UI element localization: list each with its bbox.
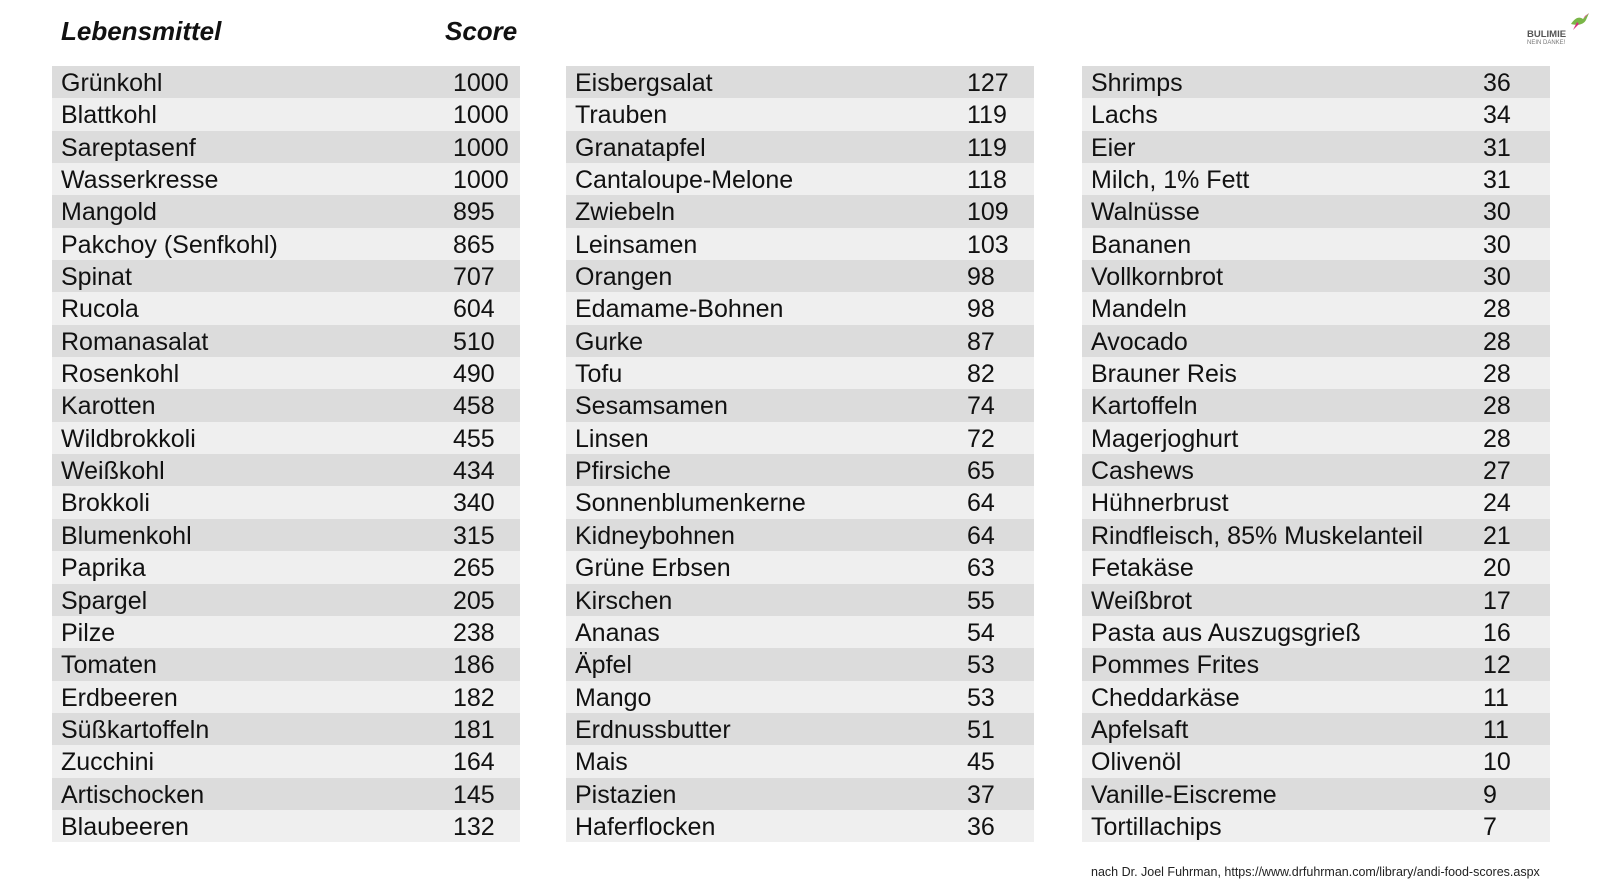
table-row (1082, 681, 1550, 713)
table-row (566, 454, 1034, 486)
food-name: Pasta aus Auszugsgrieß (1091, 618, 1361, 647)
food-name: Sesamsamen (575, 392, 728, 421)
food-name: Romanasalat (61, 327, 209, 356)
table-row (1082, 584, 1550, 616)
logo-tagline: NEIN DANKE! (1527, 40, 1566, 46)
food-score: 53 (967, 651, 995, 680)
food-score: 127 (967, 69, 1009, 97)
food-name: Erdbeeren (61, 683, 178, 712)
source-citation: nach Dr. Joel Fuhrman, https://www.drfuhrman.com/library/andi-food-scores.aspx (1091, 865, 1540, 879)
table-row (1082, 292, 1550, 324)
food-score: 21 (1483, 521, 1511, 550)
table-row (1082, 519, 1550, 551)
table-row (1082, 616, 1550, 648)
food-name: Spargel (61, 586, 148, 615)
food-name: Sonnenblumenkerne (575, 489, 806, 518)
food-name: Mango (575, 683, 652, 712)
food-score: 98 (967, 263, 995, 292)
food-score: 28 (1483, 327, 1511, 356)
food-name: Eisbergsalat (575, 69, 713, 97)
table-row (1082, 422, 1550, 454)
food-name: Mais (575, 748, 628, 777)
table-row (52, 389, 520, 421)
table-row (52, 616, 520, 648)
table-row (52, 778, 520, 810)
food-score: 510 (453, 327, 495, 356)
food-name: Olivenöl (1091, 748, 1182, 777)
table-row (566, 195, 1034, 227)
food-name: Lachs (1091, 101, 1158, 130)
table-row (566, 584, 1034, 616)
food-score: 11 (1483, 715, 1509, 744)
food-name: Cantaloupe-Melone (575, 166, 794, 195)
table-row (52, 163, 520, 195)
table-row (1082, 325, 1550, 357)
food-name: Sareptasenf (61, 133, 196, 162)
table-row (566, 810, 1034, 842)
food-name: Leinsamen (575, 230, 698, 259)
table-row (566, 228, 1034, 260)
food-name: Kidneybohnen (575, 521, 735, 550)
table-row (1082, 778, 1550, 810)
food-score: 315 (453, 521, 495, 550)
food-name: Bananen (1091, 230, 1192, 259)
food-score: 63 (967, 554, 995, 583)
food-score: 132 (453, 812, 495, 841)
food-name: Zucchini (61, 748, 155, 777)
food-score: 895 (453, 198, 495, 227)
table-row (52, 810, 520, 842)
food-score: 12 (1483, 651, 1511, 680)
table-row (566, 357, 1034, 389)
table-row (52, 66, 520, 98)
food-score: 31 (1483, 133, 1511, 162)
table-row (566, 131, 1034, 163)
food-name: Tofu (575, 360, 623, 389)
food-score: 72 (967, 424, 995, 453)
food-score: 186 (453, 651, 495, 680)
food-score: 109 (967, 198, 1009, 227)
food-score: 238 (453, 618, 495, 647)
food-score: 455 (453, 424, 495, 453)
food-name: Rucola (61, 295, 139, 324)
table-row (52, 357, 520, 389)
table-row (566, 681, 1034, 713)
food-score: 82 (967, 360, 995, 389)
table-row (52, 681, 520, 713)
table-row (1082, 66, 1550, 98)
food-table-column-2 (566, 66, 1034, 842)
food-name: Linsen (575, 424, 649, 453)
food-score: 30 (1483, 263, 1511, 292)
food-score: 55 (967, 586, 995, 615)
food-name: Magerjoghurt (1091, 424, 1239, 453)
food-score: 9 (1483, 780, 1497, 809)
score-column-header: Score (445, 16, 518, 46)
food-name: Spinat (61, 263, 132, 292)
food-score: 27 (1483, 457, 1511, 486)
food-score: 28 (1483, 424, 1511, 453)
table-row (1082, 648, 1550, 680)
food-score: 16 (1483, 618, 1511, 647)
food-score: 53 (967, 683, 995, 712)
food-name: Süßkartoffeln (61, 715, 210, 744)
food-score: 54 (967, 618, 995, 647)
food-name: Grünkohl (61, 69, 163, 97)
table-row (1082, 260, 1550, 292)
table-row (52, 713, 520, 745)
food-name: Vollkornbrot (1091, 263, 1224, 292)
table-row (52, 260, 520, 292)
food-name: Cheddarkäse (1091, 683, 1240, 712)
food-name: Zwiebeln (575, 198, 676, 227)
food-name: Pistazien (575, 780, 677, 809)
food-score: 30 (1483, 198, 1511, 227)
bird-icon (1569, 10, 1591, 32)
table-row (1082, 551, 1550, 583)
table-row (52, 131, 520, 163)
food-score: 36 (967, 812, 995, 841)
food-score: 17 (1483, 586, 1511, 615)
table-row (566, 713, 1034, 745)
food-score: 24 (1483, 489, 1511, 518)
food-score: 74 (967, 392, 995, 421)
food-score: 1000 (453, 101, 509, 130)
table-row (1082, 195, 1550, 227)
table-row (1082, 486, 1550, 518)
table-row (52, 519, 520, 551)
table-row (1082, 357, 1550, 389)
table-row (52, 325, 520, 357)
food-score: 1000 (453, 69, 509, 97)
table-row (52, 584, 520, 616)
food-name: Trauben (575, 101, 668, 130)
food-score: 34 (1483, 101, 1511, 130)
food-score: 1000 (453, 166, 509, 195)
food-name: Pakchoy (Senfkohl) (61, 230, 278, 259)
brand-logo (1527, 10, 1591, 50)
food-name: Artischocken (61, 780, 205, 809)
table-row (1082, 389, 1550, 421)
food-name: Brauner Reis (1091, 360, 1237, 389)
table-row (1082, 745, 1550, 777)
food-name: Pilze (61, 618, 116, 647)
food-name: Edamame-Bohnen (575, 295, 784, 324)
table-row (566, 98, 1034, 130)
food-name: Milch, 1% Fett (1091, 166, 1250, 195)
food-score: 707 (453, 263, 495, 292)
food-name: Tomaten (61, 651, 157, 680)
food-score: 11 (1483, 683, 1509, 712)
food-name: Rosenkohl (61, 360, 180, 389)
food-name: Walnüsse (1091, 198, 1200, 227)
food-score: 182 (453, 683, 495, 712)
table-row (52, 486, 520, 518)
food-score: 31 (1483, 166, 1511, 195)
table-row (566, 551, 1034, 583)
food-score: 865 (453, 230, 495, 259)
table-row (52, 648, 520, 680)
food-name: Eier (1091, 133, 1136, 162)
table-row (566, 260, 1034, 292)
table-row (566, 486, 1034, 518)
food-name: Shrimps (1091, 69, 1183, 97)
food-name: Granatapfel (575, 133, 706, 162)
table-row (566, 325, 1034, 357)
table-row (52, 745, 520, 777)
food-score: 28 (1483, 360, 1511, 389)
table-row (566, 66, 1034, 98)
food-name: Mangold (61, 198, 157, 227)
food-score: 119 (967, 101, 1007, 130)
food-score: 490 (453, 360, 495, 389)
food-score: 64 (967, 489, 995, 518)
table-row (1082, 98, 1550, 130)
table-row (566, 648, 1034, 680)
food-name: Hühnerbrust (1091, 489, 1229, 518)
food-score: 434 (453, 457, 495, 486)
table-row (566, 422, 1034, 454)
table-row (566, 389, 1034, 421)
food-score: 119 (967, 133, 1007, 162)
food-name: Weißkohl (61, 457, 165, 486)
food-name: Apfelsaft (1091, 715, 1189, 744)
food-score: 51 (967, 715, 995, 744)
food-score: 458 (453, 392, 495, 421)
food-name: Weißbrot (1091, 586, 1192, 615)
food-column-header: Lebensmittel (61, 16, 222, 46)
food-name: Gurke (575, 327, 644, 356)
food-score: 87 (967, 327, 995, 356)
table-row (566, 616, 1034, 648)
food-score: 10 (1483, 748, 1511, 777)
food-name: Ananas (575, 618, 660, 647)
food-name: Rindfleisch, 85% Muskelanteil (1091, 521, 1424, 550)
food-name: Cashews (1091, 457, 1194, 486)
food-score: 28 (1483, 295, 1511, 324)
table-row (1082, 713, 1550, 745)
food-table-column-3 (1082, 66, 1550, 842)
table-row (52, 454, 520, 486)
food-score: 30 (1483, 230, 1511, 259)
food-score: 340 (453, 489, 495, 518)
table-row (566, 519, 1034, 551)
food-name: Orangen (575, 263, 673, 292)
table-row (52, 422, 520, 454)
food-name: Äpfel (575, 651, 632, 680)
food-score: 265 (453, 554, 495, 583)
food-name: Kirschen (575, 586, 673, 615)
food-score: 205 (453, 586, 495, 615)
logo-brand-text: BULIMIE (1527, 29, 1567, 40)
table-row (1082, 454, 1550, 486)
table-row (1082, 228, 1550, 260)
food-score: 145 (453, 780, 495, 809)
food-name: Avocado (1091, 327, 1188, 356)
table-row (52, 228, 520, 260)
food-score: 64 (967, 521, 995, 550)
food-name: Vanille-Eiscreme (1091, 780, 1277, 809)
food-score: 7 (1483, 812, 1497, 841)
food-name: Wasserkresse (61, 166, 219, 195)
food-score: 1000 (453, 133, 509, 162)
food-score: 98 (967, 295, 995, 324)
food-name: Haferflocken (575, 812, 716, 841)
food-name: Paprika (61, 554, 146, 583)
food-score: 28 (1483, 392, 1511, 421)
table-row (52, 98, 520, 130)
food-name: Brokkoli (61, 489, 150, 518)
food-score: 118 (967, 166, 1007, 195)
table-row (566, 163, 1034, 195)
food-name: Karotten (61, 392, 156, 421)
food-name: Blumenkohl (61, 521, 192, 550)
food-name: Pfirsiche (575, 457, 671, 486)
food-name: Fetakäse (1091, 554, 1194, 583)
food-name: Blaubeeren (61, 812, 189, 841)
food-name: Erdnussbutter (575, 715, 731, 744)
food-name: Pommes Frites (1091, 651, 1260, 680)
food-name: Mandeln (1091, 295, 1187, 324)
food-table-column-1 (52, 66, 520, 842)
table-row (566, 778, 1034, 810)
food-name: Tortillachips (1091, 812, 1222, 841)
food-score: 103 (967, 230, 1009, 259)
table-row (1082, 810, 1550, 842)
table-row (566, 292, 1034, 324)
table-row (52, 292, 520, 324)
food-name: Blattkohl (61, 101, 157, 130)
food-score: 164 (453, 748, 495, 777)
food-name: Kartoffeln (1091, 392, 1198, 421)
food-score: 20 (1483, 554, 1511, 583)
table-row (566, 745, 1034, 777)
food-score: 37 (967, 780, 995, 809)
food-score: 65 (967, 457, 995, 486)
food-score: 36 (1483, 69, 1511, 97)
food-name: Wildbrokkoli (61, 424, 196, 453)
table-row (1082, 131, 1550, 163)
table-row (1082, 163, 1550, 195)
food-name: Grüne Erbsen (575, 554, 731, 583)
food-score: 45 (967, 748, 995, 777)
table-row (52, 195, 520, 227)
food-score: 604 (453, 295, 495, 324)
table-row (52, 551, 520, 583)
food-score: 181 (453, 715, 495, 744)
